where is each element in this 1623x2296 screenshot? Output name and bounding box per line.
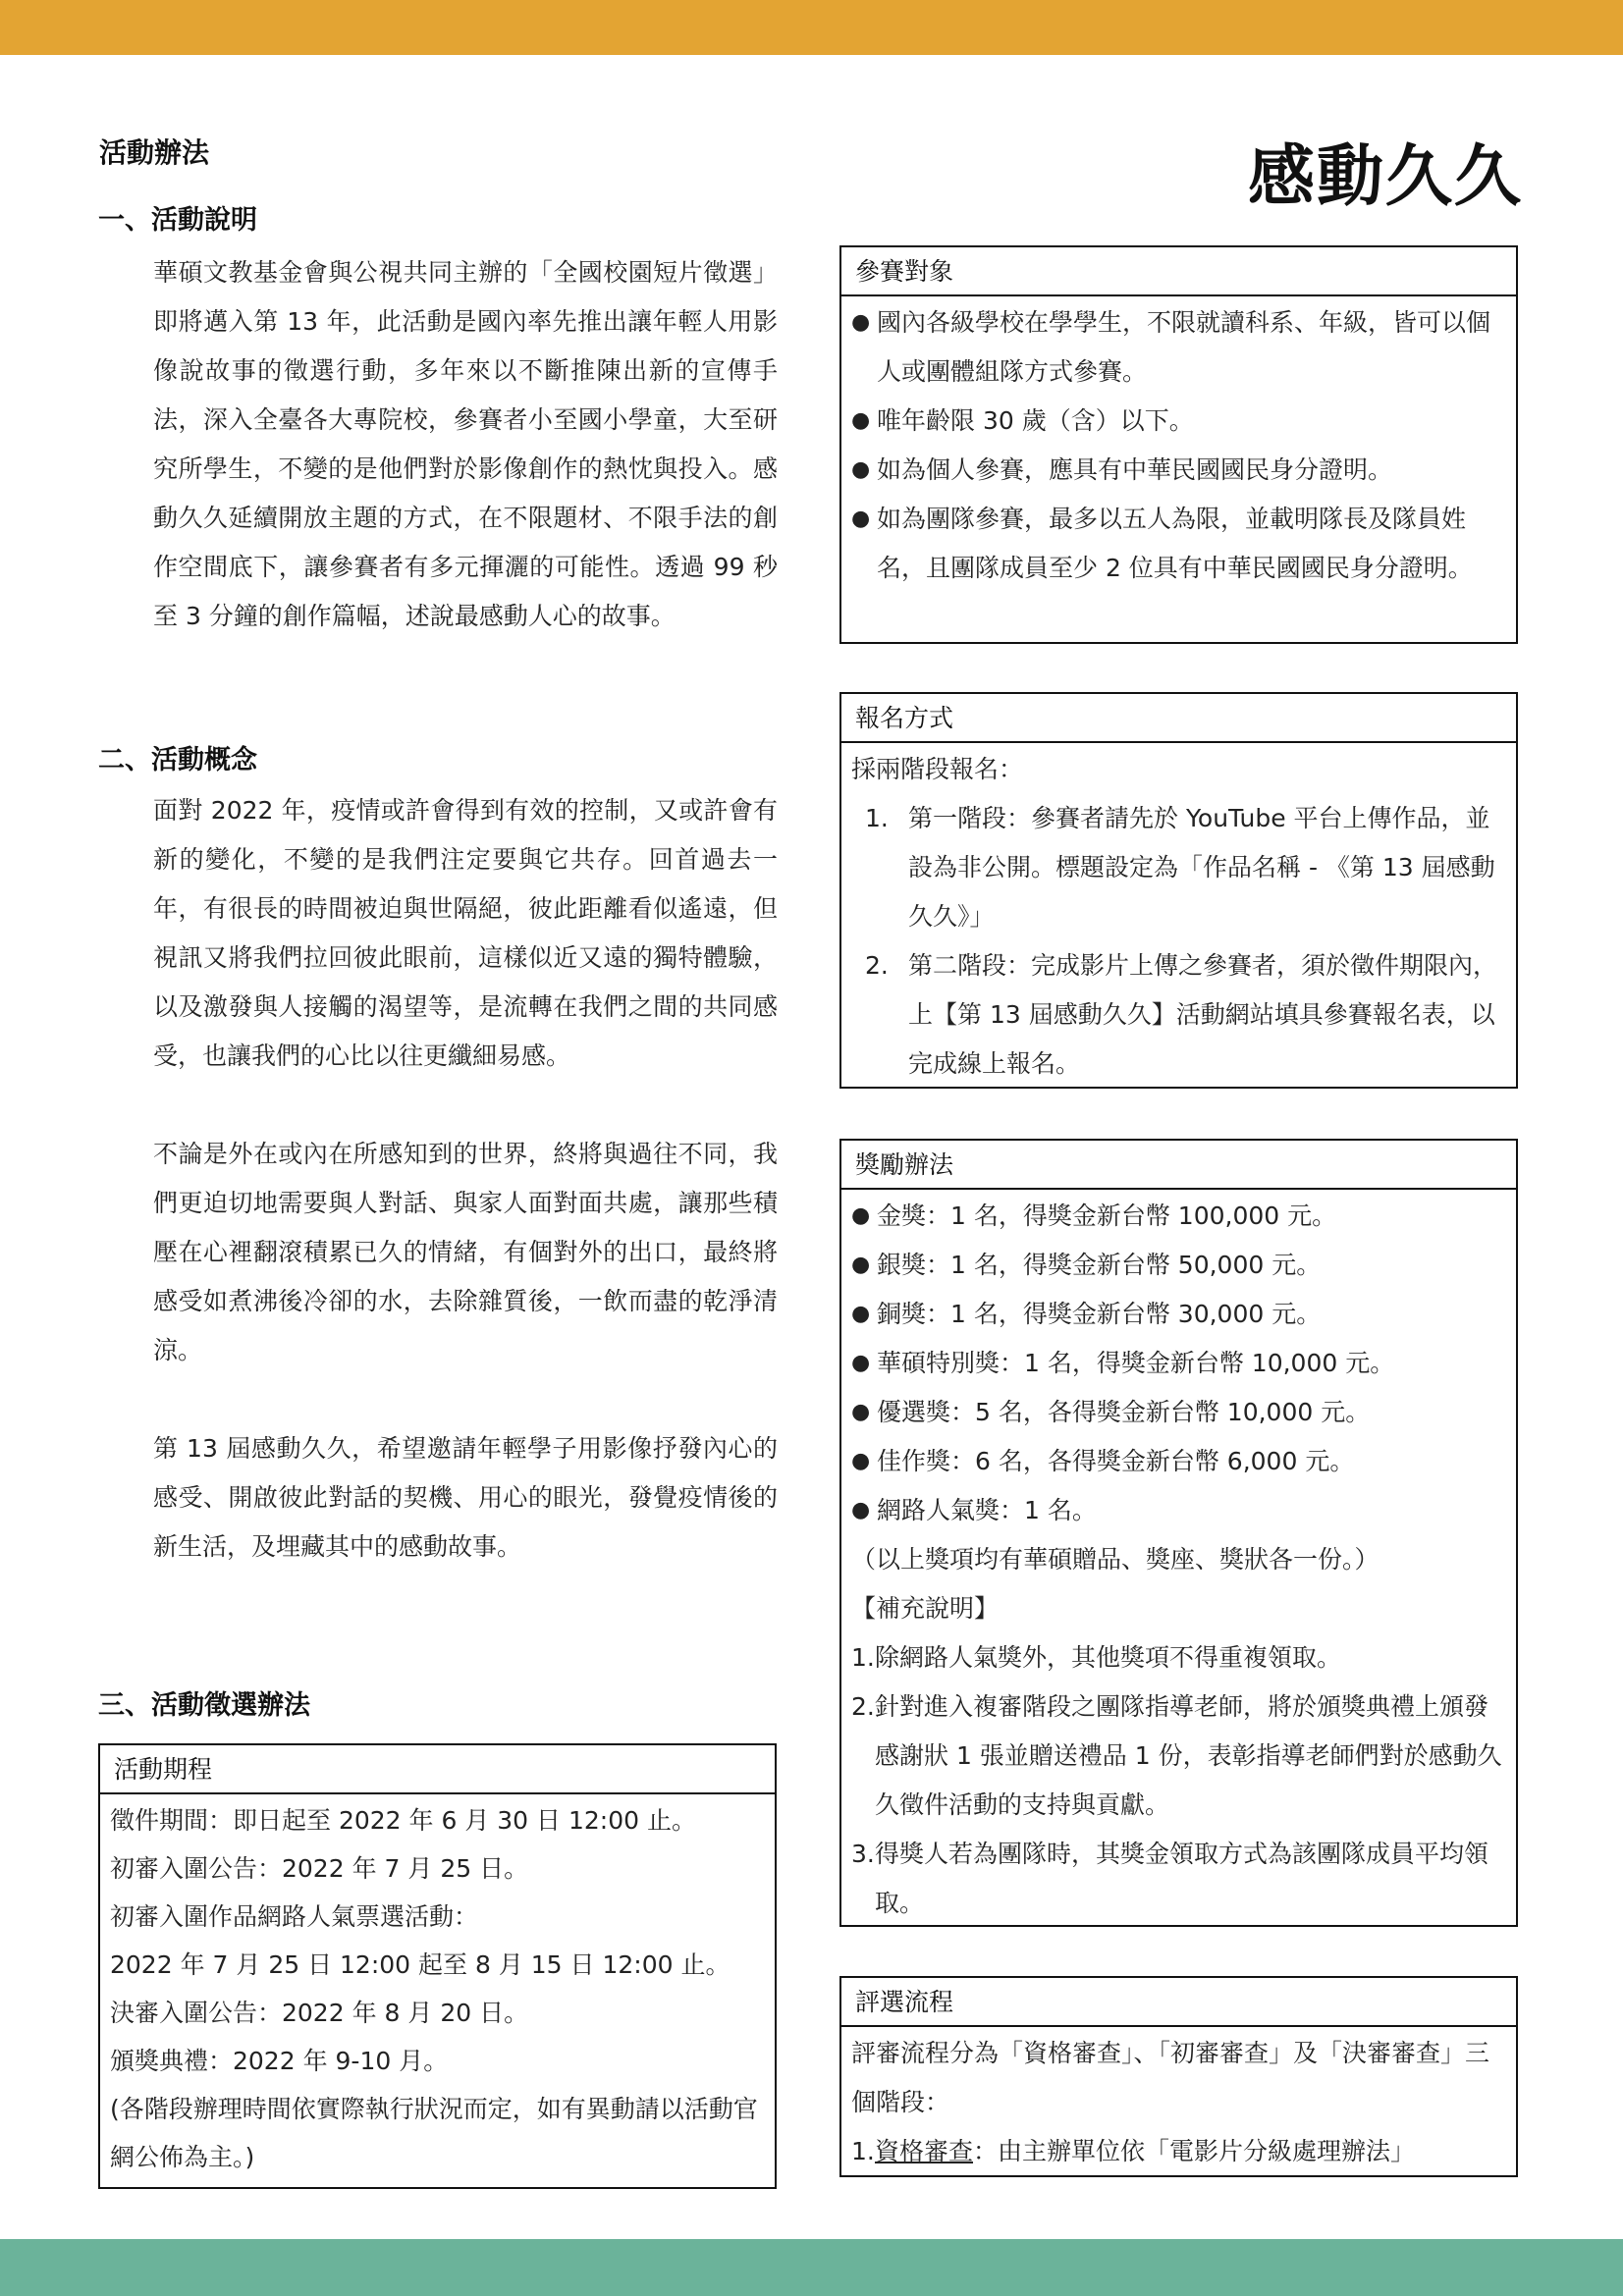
section-heading: 二、活動概念 [98, 745, 257, 775]
list-item: 1. 第一階段：參賽者請先於 YouTube 平台上傳作品，並設為非公開。標題設定為「作品名稱 - 《第 13 屆感動久久》」 [865, 804, 1495, 931]
bullet-icon: ● [851, 1351, 871, 1375]
schedule-box [98, 1743, 777, 2189]
bullet-icon: ● [851, 1400, 871, 1424]
list-item: ● 優選獎：5 名，各得獎金新台幣 10,000 元。 [851, 1388, 1506, 1437]
bullet-icon: ● [851, 1302, 871, 1326]
schedule-line: 2022 年 7 月 25 日 12:00 起至 8 月 15 日 12:00 止。 [110, 1950, 730, 1979]
bullet-icon: ● [851, 1498, 871, 1522]
box-header: 活動期程 [100, 1745, 775, 1794]
list-item: 3. 得獎人若為團隊時，其獎金領取方式為該團隊成員平均領取。 [851, 1840, 1489, 1917]
paragraph: 面對 2022 年，疫情或許會得到有效的控制，又或許會有新的變化，不變的是我們注定要與它共存。回首過去一年，有很長的時間被迫與世隔絕，彼此距離看似遙遠，但視訊又將我們拉回彼此眼前，這樣似近又遠的獨特體驗，以及激發與人接觸的渴望等，是流轉在我們之間的共同感受，也讓我們的心比以往更纖細易感。 [153, 796, 778, 1070]
bottom-accent-bar [0, 2239, 1623, 2296]
page-title: 感動久久 [1247, 138, 1523, 216]
list-item: ● 華碩特別獎：1 名，得獎金新台幣 10,000 元。 [851, 1339, 1506, 1388]
supplement-title: 【補充說明】 [851, 1594, 1000, 1623]
box-header: 報名方式 [841, 694, 1516, 743]
bullet-icon: ● [851, 507, 871, 531]
box-body [100, 1794, 775, 2185]
list-item: ● 銅獎：1 名，得獎金新台幣 30,000 元。 [851, 1290, 1506, 1339]
schedule-line: 徵件期間：即日起至 2022 年 6 月 30 日 12:00 止。 [110, 1806, 696, 1835]
list-item: 2. 針對進入複審階段之團隊指導老師，將於頒獎典禮上頒發感謝狀 1 張並贈送禮品 1 份，表彰指導老師們對於感動久久徵件活動的支持與貢獻。 [851, 1692, 1502, 1819]
list-item: ● 唯年齡限 30 歲（含）以下。 [851, 397, 1506, 446]
list-item: ● 金獎：1 名，得獎金新台幣 100,000 元。 [851, 1192, 1506, 1241]
intro-text: 採兩階段報名： [851, 755, 1024, 783]
term: 資格審查 [875, 2137, 974, 2165]
bullet-icon: ● [851, 1203, 871, 1228]
eligibility-box [839, 245, 1518, 644]
section-heading: 一、活動說明 [98, 205, 257, 236]
box-body [841, 1190, 1516, 1932]
section-label: 活動辦法 [99, 136, 210, 169]
registration-box [839, 692, 1518, 1089]
list-item: 1. 資格審查：由主辦單位依「電影片分級處理辦法」 [851, 2137, 1416, 2165]
box-body [841, 296, 1516, 597]
list-item: ● 如為團隊參賽，最多以五人為限，並載明隊長及隊員姓名，且團隊成員至少 2 位具有中華民國國民身分證明。 [851, 495, 1506, 593]
awards-note: （以上獎項均有華碩贈品、獎座、獎狀各一份。） [851, 1545, 1380, 1574]
list-item: 2. 第二階段：完成影片上傳之參賽者，須於徵件期限內，上【第 13 屆感動久久】活動網站填具參賽報名表，以完成線上報名。 [865, 951, 1498, 1078]
schedule-line: 初審入圍作品網路人氣票選活動： [110, 1902, 479, 1931]
schedule-note: (各階段辦理時間依實際執行狀況而定，如有異動請以活動官網公佈為主。) [110, 2095, 758, 2171]
paragraph: 華碩文教基金會與公視共同主辦的「全國校園短片徵選」即將邁入第 13 年，此活動是國內率先推出讓年輕人用影像說故事的徵選行動，多年來以不斷推陳出新的宣傳手法，深入全臺各大專院校，參賽者小至國小學童，大至研究所學生，不變的是他們對於影像創作的熱忱與投入。感動久久延續開放主題的方式，在不限題材、不限手法的創作空間底下，讓參賽者有多元揮灑的可能性。透過 99 秒至 3 分鐘的創作篇幅，述說最感動人心的故事。 [153, 258, 778, 630]
review-box [839, 1976, 1518, 2177]
list-item: 1. 除網路人氣獎外，其他獎項不得重複領取。 [851, 1643, 1342, 1672]
schedule-line: 決審入圍公告：2022 年 8 月 20 日。 [110, 1999, 529, 2027]
schedule-line: 初審入圍公告：2022 年 7 月 25 日。 [110, 1854, 529, 1883]
section-heading: 三、活動徵選辦法 [98, 1690, 310, 1721]
box-body [841, 743, 1516, 1093]
list-item: ● 國內各級學校在學學生，不限就讀科系、年級，皆可以個人或團體組隊方式參賽。 [851, 298, 1506, 397]
bullet-icon: ● [851, 1449, 871, 1473]
selection-rules [98, 1686, 778, 1726]
box-body [841, 2027, 1516, 2177]
awards-box [839, 1139, 1518, 1927]
list-item: ● 如為個人參賽，應具有中華民國國民身分證明。 [851, 446, 1506, 495]
list-item: ● 網路人氣獎：1 名。 [851, 1486, 1506, 1535]
bullet-icon: ● [851, 310, 871, 335]
paragraph: 第 13 屆感動久久，希望邀請年輕學子用影像抒發內心的感受、開啟彼此對話的契機、用心的眼光，發覺疫情後的新生活，及埋藏其中的感動故事。 [153, 1434, 778, 1561]
bullet-icon: ● [851, 408, 871, 433]
bullet-icon: ● [851, 457, 871, 482]
schedule-line: 頒獎典禮：2022 年 9-10 月。 [110, 2047, 449, 2075]
box-header: 參賽對象 [841, 247, 1516, 296]
activity-concept [98, 741, 778, 1572]
list-item: ● 佳作獎：6 名，各得獎金新台幣 6,000 元。 [851, 1437, 1506, 1486]
top-accent-bar [0, 0, 1623, 55]
bullet-icon: ● [851, 1253, 871, 1277]
box-header: 評選流程 [841, 1978, 1516, 2027]
list-item: ● 銀獎：1 名，得獎金新台幣 50,000 元。 [851, 1241, 1506, 1290]
activity-description [98, 201, 778, 641]
box-header: 獎勵辦法 [841, 1141, 1516, 1190]
intro-text: 評審流程分為「資格審查」、「初審審查」及「決審審查」三個階段： [851, 2039, 1490, 2116]
paragraph: 不論是外在或內在所感知到的世界，終將與過往不同，我們更迫切地需要與人對話、與家人面對面共處，讓那些積壓在心裡翻滾積累已久的情緒，有個對外的出口，最終將感受如煮沸後冷卻的水，去除雜質後，一飲而盡的乾淨清涼。 [153, 1140, 778, 1364]
